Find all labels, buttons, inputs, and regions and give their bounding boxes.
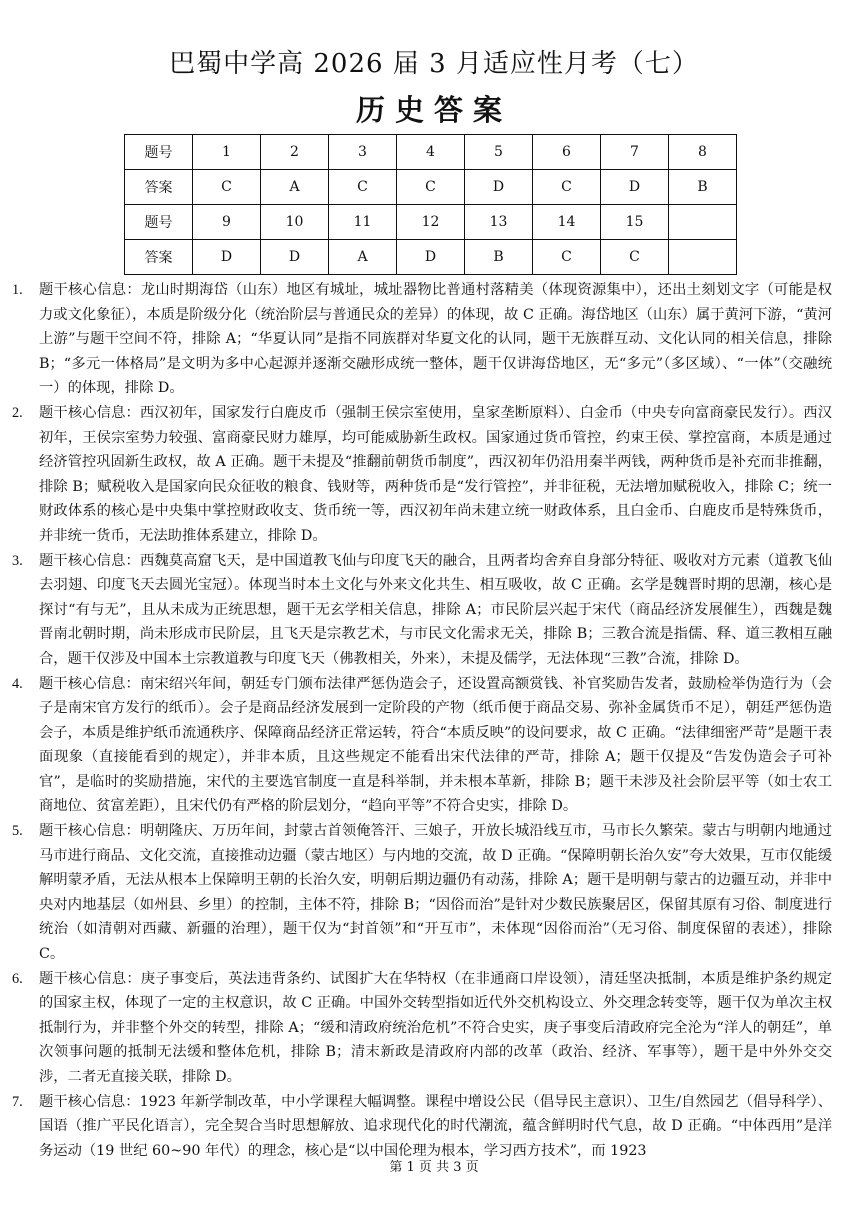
explanation-text: 题干核心信息：西魏莫高窟飞天，是中国道教飞仙与印度飞天的融合，且两者均舍弃自身部分特征、吸收对方元素（道教飞仙去羽翅、印度飞天去圆光宝冠）。体现当时本土文化与外来文化共生、相互吸收，故 C 正确。玄学是魏晋时期的思潮，核心是探讨“有与无”，且从未成为正统思想，题干无玄学相关信息，排除 A；市民阶层兴起于宋代（商品经济发展催生），西魏是魏晋南北朝时期，尚未形成市民阶层，且飞天是宗教艺术，与市民文化需求无关，排除 B；三教合流是指儒、释、道三教相互融合，题干仅涉及中国本土宗教道教与印度飞天（佛教相关，外来），未提及儒学，无法体现“三教”合流，排除 D。 <box>39 552 832 667</box>
explanation-text: 题干核心信息：1923 年新学制改革，中小学课程大幅调整。课程中增设公民（倡导民主意识）、卫生/自然园艺（倡导科学）、国语（推广平民化语言），完全契合当时思想解放、追求现代化的时代潮流，蕴含鲜明时代气息，故 D 正确。“中体西用”是洋务运动（19 世纪 60~90 年代）的理念，核心是“以中国伦理为根本，学习西方技术”，而 1923 <box>39 1093 832 1159</box>
question-number: 2. <box>12 404 23 421</box>
question-number: 6. <box>12 970 23 987</box>
answer-cell: C <box>533 170 601 205</box>
question-number: 2 <box>261 135 329 170</box>
answer-table <box>124 134 737 275</box>
question-number: 3. <box>12 552 23 569</box>
explanation-item <box>12 278 832 401</box>
question-number: 7 <box>601 135 669 170</box>
question-number: 8 <box>669 135 737 170</box>
answer-cell: D <box>193 240 261 275</box>
question-number: 12 <box>397 205 465 240</box>
explanation-text: 题干核心信息：龙山时期海岱（山东）地区有城址，城址器物比普通村落精美（体现资源集中），还出土刻划文字（可能是权力或文化象征），本质是阶级分化（统治阶层与普通民众的差异）的体现，故 C 正确。海岱地区（山东）属于黄河下游，“黄河上游”与题干空间不符，排除 A；“华夏认同”是指不同族群对华夏文化的认同，题干无族群互动、文化认同的相关信息，排除 B；“多元一体格局”是文明为多中心起源并逐渐交融形成统一整体，题干仅讲海岱地区，无“多元”（多区域）、“一体”（交融统一）的体现，排除 D。 <box>39 282 832 397</box>
question-number: 14 <box>533 205 601 240</box>
question-number: 11 <box>329 205 397 240</box>
answer-cell <box>669 240 737 275</box>
question-number: 4 <box>397 135 465 170</box>
table-row-answers-2 <box>125 240 737 275</box>
explanation-text: 题干核心信息：南宋绍兴年间，朝廷专门颁布法律严惩伪造会子，还设置高额赏钱、补官奖励告发者，鼓励检举伪造行为（会子是南宋官方发行的纸币）。会子是商品经济发展到一定阶段的产物（纸币便于商品交易、弥补金属货币不足），朝廷严惩伪造会子，本质是维护纸币流通秩序、保障商品经济正常运转，符合“本质反映”的设问要求，故 C 正确。“法律细密严苛”是题干表面现象（直接能看到的规定），并非本质，且这些规定不能看出宋代法律的严苛，排除 A；题干仅提及“告发伪造会子可补官”，是临时的奖励措施，宋代的主要选官制度一直是科举制，并未根本革新，排除 B；题干未涉及社会阶层平等（如士农工商地位、贫富差距），且宋代仍有严格的阶层划分，“趋向平等”不符合史实，排除 D。 <box>39 675 832 815</box>
answer-cell: B <box>465 240 533 275</box>
explanation-item <box>12 672 832 820</box>
explanation-item <box>12 819 832 967</box>
question-number: 4. <box>12 675 23 692</box>
question-number: 7. <box>12 1093 23 1110</box>
answer-cell: C <box>329 170 397 205</box>
question-number: 5 <box>465 135 533 170</box>
answer-cell: D <box>465 170 533 205</box>
explanation-item <box>12 1090 832 1164</box>
row-label: 答案 <box>125 170 193 205</box>
explanations-list <box>12 278 832 1163</box>
page-subtitle: 历史答案 <box>355 93 512 127</box>
explanation-item <box>12 549 832 672</box>
row-label: 答案 <box>125 240 193 275</box>
question-number: 3 <box>329 135 397 170</box>
answer-cell: C <box>397 170 465 205</box>
question-number: 15 <box>601 205 669 240</box>
explanation-item <box>12 967 832 1090</box>
answer-cell: B <box>669 170 737 205</box>
question-number <box>669 205 737 240</box>
answer-cell: C <box>533 240 601 275</box>
answer-cell: C <box>601 240 669 275</box>
explanation-item <box>12 401 832 549</box>
explanation-text: 题干核心信息：明朝隆庆、万历年间，封蒙古首领俺答汗、三娘子，开放长城沿线互市，马市长久繁荣。蒙古与明朝内地通过马市进行商品、文化交流，直接推动边疆（蒙古地区）与内地的交流，故 D 正确。“保障明朝长治久安”夸大效果，互市仅能缓解明蒙矛盾，无法从根本上保障明王朝的长治久安，明朝后期边疆仍有动荡，排除 A；题干是明朝与蒙古的边疆互动，并非中央对内地基层（如州县、乡里）的控制，主体不符，排除 B；“因俗而治”是针对少数民族聚居区，保留其原有习俗、制度进行统治（如清朝对西藏、新疆的治理），题干仅为“封首领”和“开互市”，未体现“因俗而治”（无习俗、制度保留的表述），排除 C。 <box>39 823 832 963</box>
page-title: 巴蜀中学高 2026 届 3 月适应性月考（七） <box>169 49 699 79</box>
answer-cell: A <box>261 170 329 205</box>
question-number: 5. <box>12 823 23 840</box>
table-row-answers-1 <box>125 170 737 205</box>
question-number: 1. <box>12 282 23 298</box>
question-number: 6 <box>533 135 601 170</box>
row-label: 题号 <box>125 135 193 170</box>
explanation-text: 题干核心信息：西汉初年，国家发行白鹿皮币（强制王侯宗室使用，皇家垄断原料）、白金币（中央专向富商豪民发行）。西汉初年，王侯宗室势力较强、富商豪民财力雄厚，均可能威胁新生政权。国家通过货币管控，约束王侯、掌控富商，本质是通过经济管控巩固新生政权，故 A 正确。题干未提及“推翻前朝货币制度”，西汉初年仍沿用秦半两钱，两种货币是补充而非推翻，排除 B；赋税收入是国家向民众征收的粮食、钱财等，两种货币是“发行管控”，并非征税，无法增加赋税收入，排除 C；统一财政体系的核心是中央集中掌控财政收支、货币统一等，西汉初年尚未建立统一财政体系，且白金币、白鹿皮币是特殊货币，并非统一货币，无法助推体系建立，排除 D。 <box>39 404 832 544</box>
explanation-text: 题干核心信息：庚子事变后，英法违背条约、试图扩大在华特权（在非通商口岸设领），清廷坚决抵制，本质是维护条约规定的国家主权，体现了一定的主权意识，故 C 正确。中国外交转型指如近代外交机构设立、外交理念转变等，题干仅为单次主权抵制行为，并非整个外交的转型，排除 A；“缓和清政府统治危机”不符合史实，庚子事变后清政府完全沦为“洋人的朝廷”，单次领事问题的抵制无法缓和整体危机，排除 B；清末新政是清政府内部的改革（政治、经济、军事等），题干是中外外交交涉，二者无直接关联，排除 D。 <box>39 970 832 1085</box>
answer-cell: D <box>397 240 465 275</box>
page-footer: 第 1 页 共 3 页 <box>389 1160 479 1175</box>
question-number: 9 <box>193 205 261 240</box>
answer-cell: A <box>329 240 397 275</box>
question-number: 13 <box>465 205 533 240</box>
table-row-questions-1 <box>125 135 737 170</box>
row-label: 题号 <box>125 205 193 240</box>
answer-cell: D <box>601 170 669 205</box>
question-number: 10 <box>261 205 329 240</box>
table-row-questions-2 <box>125 205 737 240</box>
answer-cell: D <box>261 240 329 275</box>
answer-cell: C <box>193 170 261 205</box>
question-number: 1 <box>193 135 261 170</box>
